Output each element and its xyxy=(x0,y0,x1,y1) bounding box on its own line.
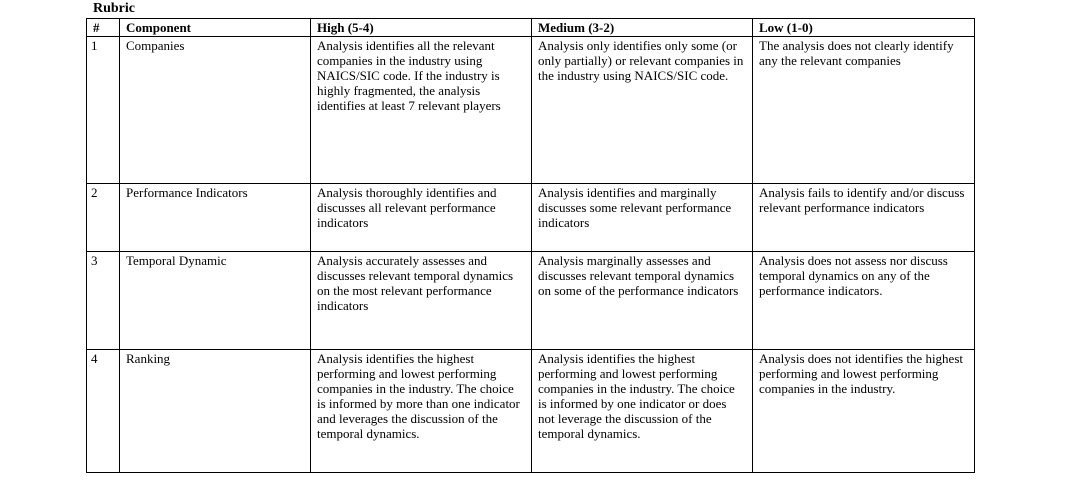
rubric-header xyxy=(87,19,975,37)
table-row xyxy=(87,37,975,184)
component-cell: Temporal Dynamic xyxy=(120,252,311,350)
table-row xyxy=(87,252,975,350)
low-criteria-cell: Analysis does not identifies the highest performing and lowest performing companies in the industry. xyxy=(753,350,975,473)
high-criteria-cell: Analysis accurately assesses and discusses relevant temporal dynamics on the most relevant performance indicators xyxy=(311,252,532,350)
rubric-body xyxy=(87,37,975,473)
medium-criteria-cell: Analysis identifies the highest performing and lowest performing companies in the industry. The choice is informed by one indicator or does not leverage the discussion of the temporal dynamics. xyxy=(532,350,753,473)
rubric-title: Rubric xyxy=(93,1,135,16)
row-number: 3 xyxy=(87,252,120,350)
header-medium: Medium (3-2) xyxy=(532,19,753,37)
header-component: Component xyxy=(120,19,311,37)
low-criteria-cell: Analysis does not assess nor discuss temporal dynamics on any of the performance indicators. xyxy=(753,252,975,350)
table-row xyxy=(87,350,975,473)
rubric-table xyxy=(86,18,975,473)
medium-criteria-cell: Analysis identifies and marginally discusses some relevant performance indicators xyxy=(532,184,753,252)
header-low: Low (1-0) xyxy=(753,19,975,37)
component-cell: Performance Indicators xyxy=(120,184,311,252)
header-number: # xyxy=(87,19,120,37)
table-row xyxy=(87,184,975,252)
row-number: 4 xyxy=(87,350,120,473)
low-criteria-cell: The analysis does not clearly identify any the relevant companies xyxy=(753,37,975,184)
component-cell: Companies xyxy=(120,37,311,184)
component-cell: Ranking xyxy=(120,350,311,473)
row-number: 1 xyxy=(87,37,120,184)
low-criteria-cell: Analysis fails to identify and/or discuss relevant performance indicators xyxy=(753,184,975,252)
medium-criteria-cell: Analysis only identifies only some (or only partially) or relevant companies in the industry using NAICS/SIC code. xyxy=(532,37,753,184)
high-criteria-cell: Analysis thoroughly identifies and discusses all relevant performance indicators xyxy=(311,184,532,252)
high-criteria-cell: Analysis identifies all the relevant companies in the industry using NAICS/SIC code. If the industry is highly fragmented, the analysis identifies at least 7 relevant players xyxy=(311,37,532,184)
medium-criteria-cell: Analysis marginally assesses and discusses relevant temporal dynamics on some of the performance indicators xyxy=(532,252,753,350)
high-criteria-cell: Analysis identifies the highest performing and lowest performing companies in the industry. The choice is informed by more than one indicator and leverages the discussion of the temporal dynamics. xyxy=(311,350,532,473)
header-high: High (5-4) xyxy=(311,19,532,37)
header-row xyxy=(87,19,975,37)
row-number: 2 xyxy=(87,184,120,252)
